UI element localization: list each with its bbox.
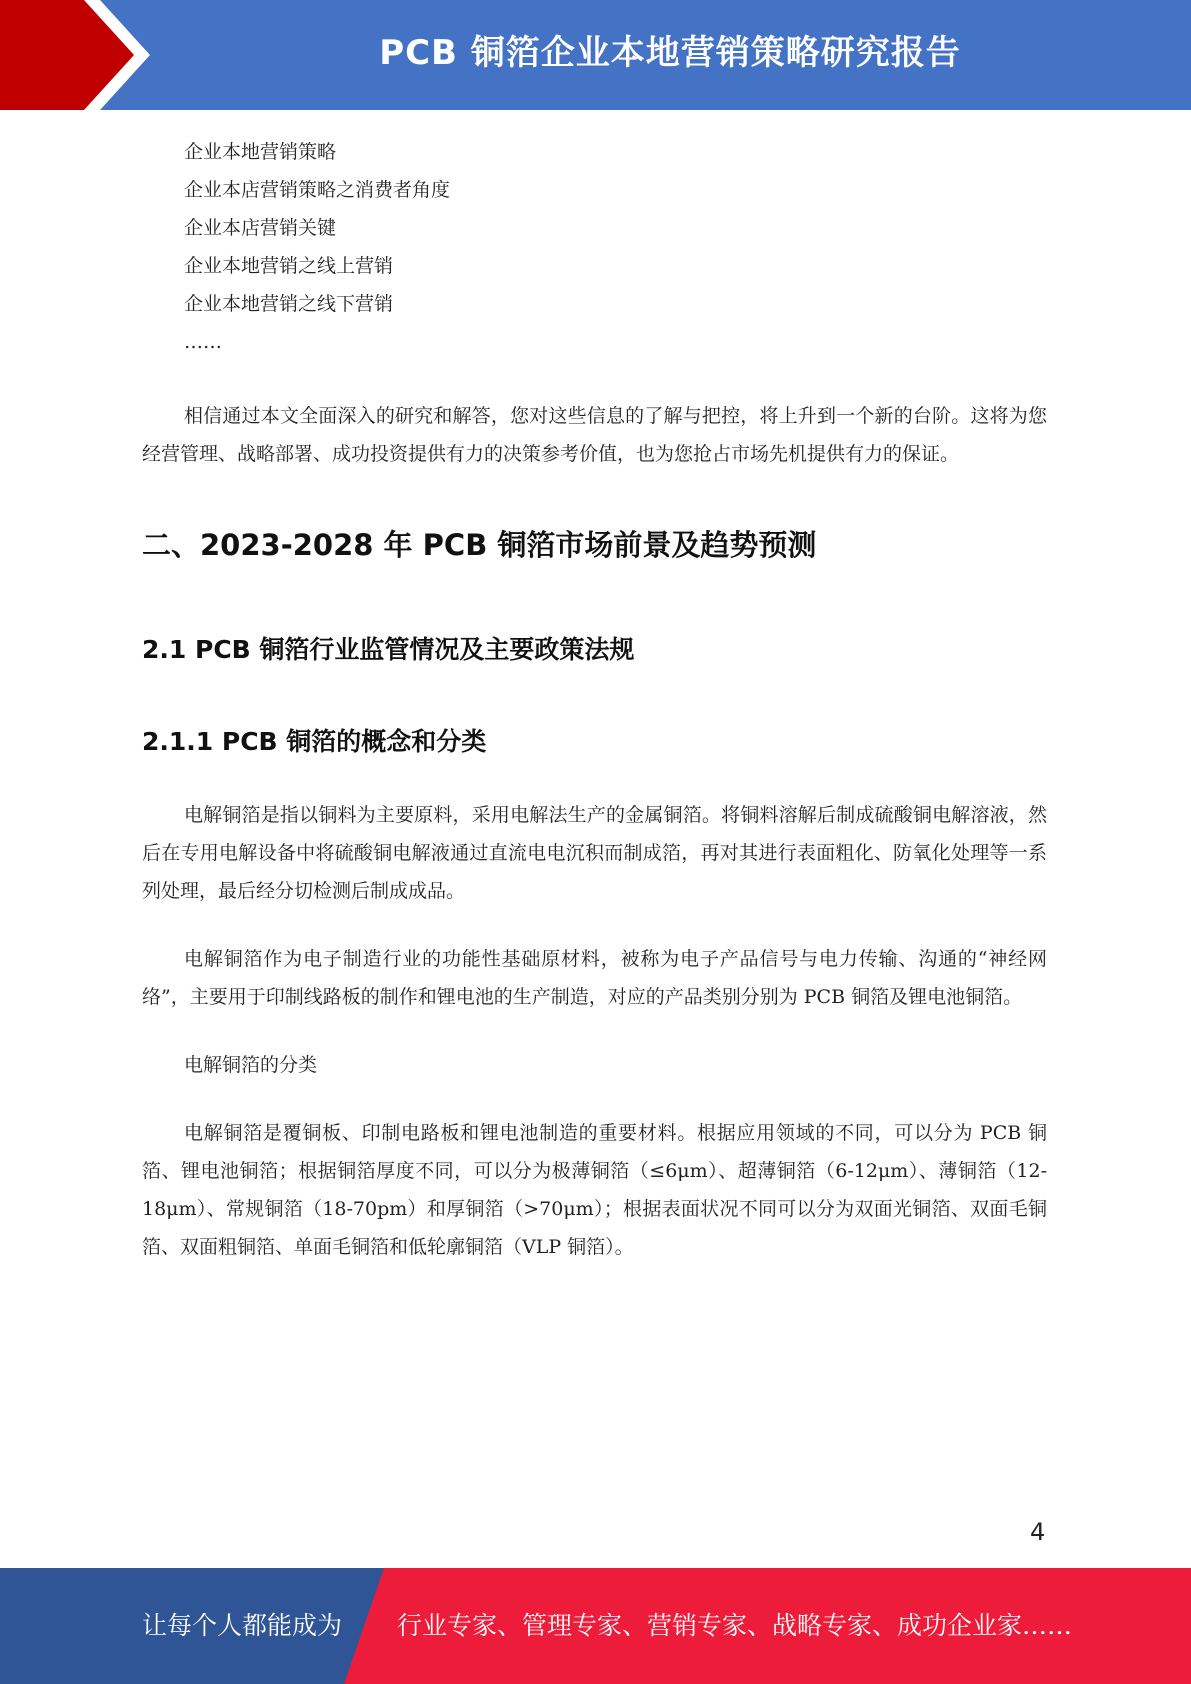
- intro-paragraph: 相信通过本文全面深入的研究和解答，您对这些信息的了解与把控，将上升到一个新的台阶。这将为您经营管理、战略部署、成功投资提供有力的决策参考价值，也为您抢占市场先机提供有力的保证。: [142, 405, 1047, 465]
- header-arrow-decoration: [0, 0, 160, 110]
- page-content: [142, 133, 1047, 1266]
- body-paragraph: 电解铜箔是覆铜板、印制电路板和锂电池制造的重要材料。根据应用领域的不同，可以分为 PCB 铜箔、锂电池铜箔；根据铜箔厚度不同，可以分为极薄铜箔（≤6μm）、超薄铜箔（6-12μm）、薄铜箔（12-18μm）、常规铜箔（18-70pm）和厚铜箔（>70μm）；根据表面状况不同可以分为双面光铜箔、双面毛铜箔、双面粗铜箔、单面毛铜箔和低轮廓铜箔（VLP 铜箔）。: [142, 1122, 1047, 1258]
- toc-list: [142, 133, 1047, 361]
- list-item: 企业本地营销之线下营销: [184, 293, 394, 315]
- figure-caption: 电解铜箔的分类: [184, 1054, 318, 1076]
- list-item: ……: [184, 331, 222, 353]
- list-item: 企业本地营销策略: [184, 141, 337, 163]
- body-paragraph: 电解铜箔是指以铜料为主要原料，采用电解法生产的金属铜箔。将铜料溶解后制成硫酸铜电解溶液，然后在专用电解设备中将硫酸铜电解液通过直流电电沉积而制成箔，再对其进行表面粗化、防氧化处理等一系列处理，最后经分切检测后制成成品。: [142, 804, 1047, 902]
- footer-slogan-left: 让每个人都能成为: [142, 1611, 343, 1640]
- header-title: PCB 铜箔企业本地营销策略研究报告: [379, 33, 961, 73]
- section-heading: 二、2023-2028 年 PCB 铜箔市场前景及趋势预测: [142, 528, 817, 562]
- footer-slogan-right: 行业专家、管理专家、营销专家、战略专家、成功企业家……: [397, 1611, 1073, 1640]
- page-number: 4: [1030, 1518, 1046, 1546]
- page-footer: [0, 1568, 1191, 1684]
- list-item: 企业本地营销之线上营销: [184, 255, 394, 277]
- list-item: 企业本店营销策略之消费者角度: [184, 179, 451, 201]
- body-paragraph: 电解铜箔作为电子制造行业的功能性基础原材料，被称为电子产品信号与电力传输、沟通的“神经网络”，主要用于印制线路板的制作和锂电池的生产制造，对应的产品类别分别为 PCB 铜箔及锂电池铜箔。: [142, 948, 1047, 1008]
- list-item: 企业本店营销关键: [184, 217, 337, 239]
- subsubsection-heading: 2.1.1 PCB 铜箔的概念和分类: [142, 727, 487, 756]
- page-header: [0, 0, 1191, 110]
- subsection-heading: 2.1 PCB 铜箔行业监管情况及主要政策法规: [142, 635, 635, 664]
